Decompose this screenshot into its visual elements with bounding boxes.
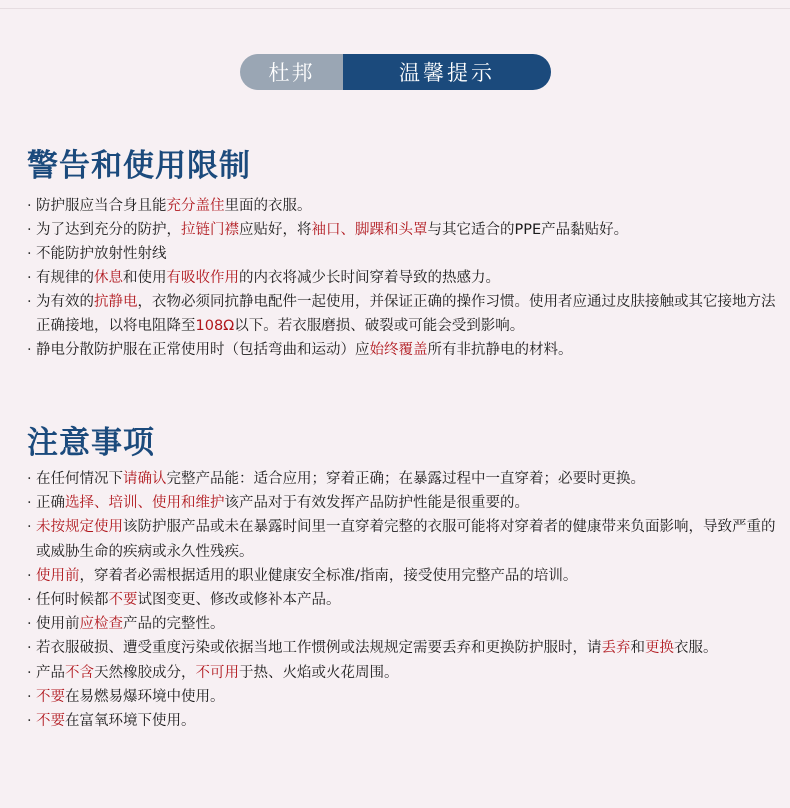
item-text: 有规律的 xyxy=(36,270,94,286)
list-item xyxy=(26,194,776,218)
highlight-text: 充分盖住 xyxy=(166,198,225,214)
list-item xyxy=(26,491,776,515)
warnings-list xyxy=(26,194,776,362)
list-item xyxy=(26,290,776,338)
list-item xyxy=(26,612,776,636)
highlight-text: 不要 xyxy=(36,688,65,705)
item-text: 不能防护放射性射线 xyxy=(36,246,167,262)
highlight-text: 拉链门襟 xyxy=(181,222,239,238)
banner-title: 温馨提示 xyxy=(343,54,551,90)
highlight-text: 有吸收作用 xyxy=(166,270,239,286)
item-text: 为有效的 xyxy=(36,294,94,310)
list-item xyxy=(26,636,776,660)
item-text: 为了达到充分的防护， xyxy=(36,222,181,238)
item-text: 该防护服产品或未在暴露时间里一直穿着完整的衣服可能将对穿着者的健康带来负面影响，导致严重的或威胁生命的疾病或永久性残疾。 xyxy=(36,519,776,560)
list-item xyxy=(26,709,776,733)
highlight-text: 休息 xyxy=(94,270,123,286)
highlight-text: 始终覆盖 xyxy=(369,342,428,358)
top-divider xyxy=(0,8,790,9)
highlight-text: 108Ω xyxy=(195,318,235,334)
item-text: 所有非抗静电的材料。 xyxy=(427,342,573,358)
list-item xyxy=(26,218,776,242)
item-text: 天然橡胶成分， xyxy=(94,664,196,681)
item-text: 该产品对于有效发挥产品防护性能是很重要的。 xyxy=(224,495,529,512)
item-text: 衣服。 xyxy=(674,640,718,657)
list-item xyxy=(26,588,776,612)
highlight-text: 选择、培训、使用和维护 xyxy=(65,495,225,512)
list-item xyxy=(26,242,776,266)
highlight-text: 应检查 xyxy=(79,616,123,633)
highlight-text: 不要 xyxy=(36,713,65,730)
item-text: 里面的衣服。 xyxy=(224,198,312,214)
item-text: ，穿着者必需根据适用的职业健康安全标准/指南，接受使用完整产品的培训。 xyxy=(79,567,578,584)
list-item xyxy=(26,515,776,563)
highlight-text: 抗静电 xyxy=(94,294,138,310)
item-text: 的内衣将减少长时间穿着导致的热感力。 xyxy=(239,270,500,286)
highlight-text: 请确认 xyxy=(123,471,167,487)
item-text: 使用前 xyxy=(36,616,80,633)
item-text: 防护服应当合身且能 xyxy=(36,198,167,214)
list-item xyxy=(26,685,776,709)
item-text: 和使用 xyxy=(123,270,167,286)
item-text: 产品 xyxy=(36,664,65,681)
highlight-text: 不要 xyxy=(108,592,138,609)
highlight-text: 袖口、脚踝和头罩 xyxy=(311,222,428,238)
highlight-text: 不可用 xyxy=(195,664,239,681)
list-item xyxy=(26,467,776,491)
tip-banner xyxy=(240,54,551,90)
item-text: 和 xyxy=(630,640,645,657)
highlight-text: 使用前 xyxy=(36,567,80,584)
list-item xyxy=(26,564,776,588)
item-text: 静电分散防护服在正常使用时（包括弯曲和运动）应 xyxy=(36,342,370,358)
item-text: 在富氧环境下使用。 xyxy=(65,713,196,730)
item-text: 以下。若衣服磨损、破裂或可能会受到影响。 xyxy=(234,318,525,334)
highlight-text: 更换 xyxy=(645,640,674,657)
list-item xyxy=(26,661,776,685)
notes-list xyxy=(26,467,776,733)
item-text: 在任何情况下 xyxy=(36,471,123,487)
item-text: 试图变更、修改或修补本产品。 xyxy=(137,592,341,609)
item-text: 正确 xyxy=(36,495,65,512)
warnings-heading: 警告和使用限制 xyxy=(27,148,251,184)
item-text: 完整产品能：适合应用；穿着正确；在暴露过程中一直穿着；必要时更换。 xyxy=(166,471,645,487)
notes-heading: 注意事项 xyxy=(27,425,155,461)
item-text: 产品的完整性。 xyxy=(123,616,225,633)
brand-label: 杜邦 xyxy=(240,54,343,90)
item-text: 应贴好，将 xyxy=(239,222,312,238)
list-item xyxy=(26,338,776,362)
highlight-text: 未按规定使用 xyxy=(36,519,123,536)
item-text: 任何时候都 xyxy=(36,592,109,609)
highlight-text: 不含 xyxy=(65,664,94,681)
item-text: ，衣物必须同抗静电配件一起使用，并保证正确的操作习惯。使用者应通过皮肤接触或其它接地方法正确接地，以将电阻降至 xyxy=(36,294,776,334)
list-item xyxy=(26,266,776,290)
item-text: 与其它适合的PPE产品黏贴好。 xyxy=(427,222,629,238)
highlight-text: 丢弃 xyxy=(601,640,631,657)
item-text: 于热、火焰或火花周围。 xyxy=(239,664,399,681)
item-text: 若衣服破损、遭受重度污染或依据当地工作惯例或法规规定需要丢弃和更换防护服时，请 xyxy=(36,640,602,657)
item-text: 在易燃易爆环境中使用。 xyxy=(65,688,225,705)
